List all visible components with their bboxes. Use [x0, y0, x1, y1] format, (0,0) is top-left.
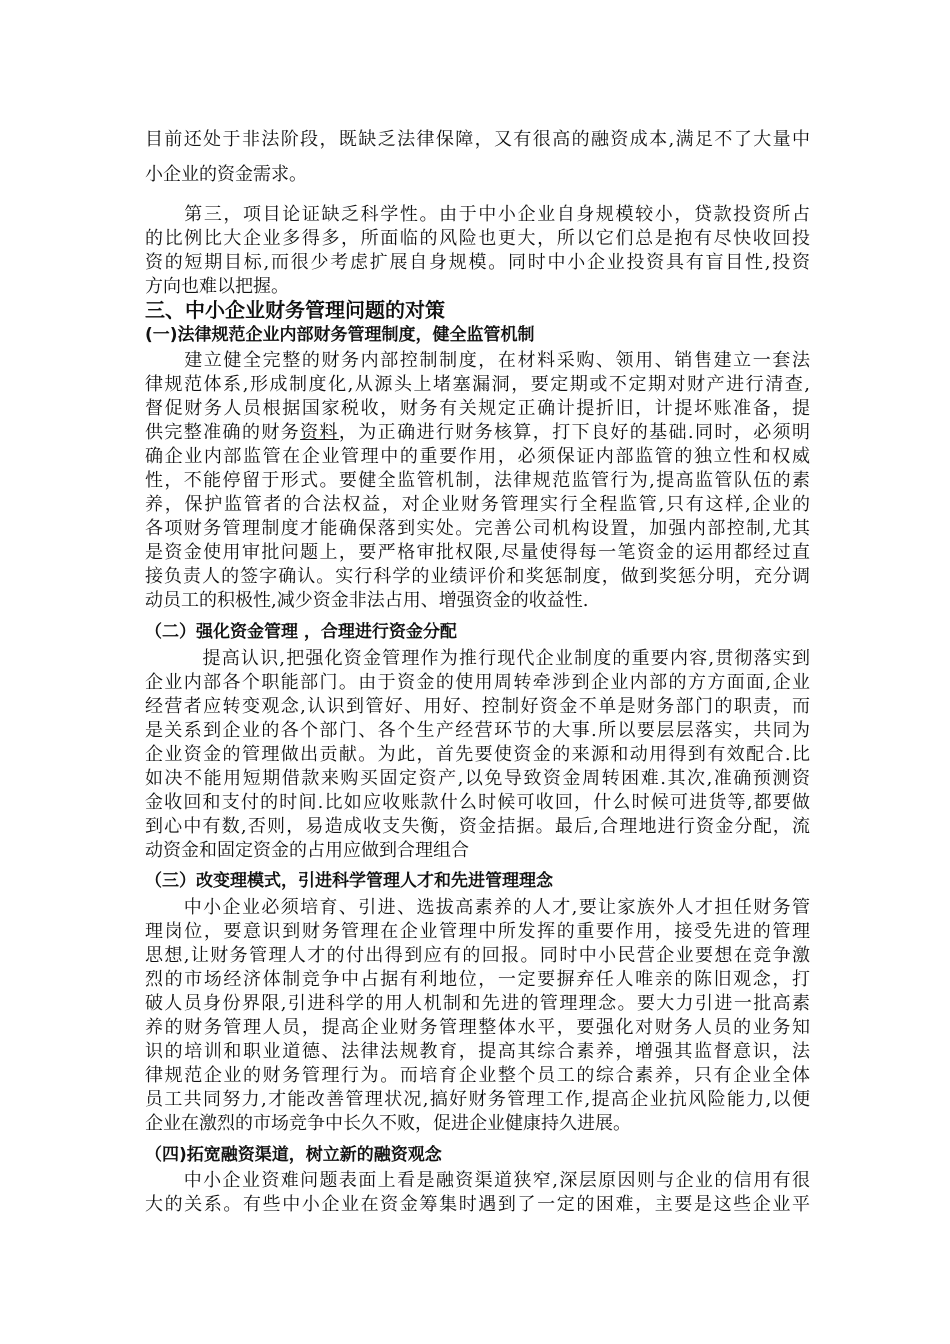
- body-line: 如决不能用短期借款来购买固定资产,以免导致资金周转困难.其次,准确预测资: [145, 768, 810, 789]
- subsection-heading: （三）改变理模式，引进科学管理人才和先进管理理念: [145, 871, 553, 891]
- body-line: 企业内部各个职能部门。由于资金的使用周转牵涉到企业内部的方方面面,企业: [145, 672, 810, 693]
- body-line: 性，不能停留于形式。要健全监管机制，法律规范监管行为,提高监管队伍的素: [145, 470, 810, 491]
- body-line: 中小企业必须培育、引进、选拔高素养的人才,要让家族外人才担任财务管: [145, 897, 810, 918]
- body-text: ，为正确进行财务核算，打下良好的基础.同时，必须明: [338, 422, 810, 443]
- body-line: 养，保护监管者的合法权益，对企业财务管理实行全程监管,只有这样,企业的: [145, 494, 810, 515]
- body-line: 识的培训和职业道德、法律法规教育，提高其综合素养，增强其监督意识，法: [145, 1041, 810, 1062]
- body-line: 动资金和固定资金的占用应做到合理组合: [145, 840, 469, 861]
- body-line: 企业在激烈的市场竞争中长久不败，促进企业健康持久进展。: [145, 1113, 631, 1134]
- body-line: 律规范企业的财务管理行为。而培育企业整个员工的综合素养，只有企业全体: [145, 1065, 810, 1086]
- body-line: 是关系到企业的各个部门、各个生产经营环节的大事.所以要层层落实，共同为: [145, 720, 810, 741]
- body-line: 大的关系。有些中小企业在资金筹集时遇到了一定的困难，主要是这些企业平: [145, 1194, 810, 1215]
- body-line: 接负责人的签字确认。实行科学的业绩评价和奖惩制度，做到奖惩分明，充分调: [145, 566, 810, 587]
- body-line: 目前还处于非法阶段，既缺乏法律保障，又有很高的融资成本,满足不了大量中: [145, 129, 810, 150]
- body-line: 金收回和支付的时间.比如应收账款什么时候可收回，什么时候可进货等,都要做: [145, 792, 810, 813]
- section-heading: 三、中小企业财务管理问题的对策: [145, 298, 445, 322]
- body-line: 的比例比大企业多得多，所面临的风险也更大，所以它们总是抱有尽快收回投: [145, 228, 810, 249]
- body-line: 企业资金的管理做出贡献。为此，首先要使资金的来源和动用得到有效配合.比: [145, 744, 810, 765]
- subsection-heading: （四)拓宽融资渠道，树立新的融资观念: [145, 1145, 442, 1165]
- body-line: 提高认识,把强化资金管理作为推行现代企业制度的重要内容,贯彻落实到: [145, 648, 810, 669]
- body-line: 资的短期目标,而很少考虑扩展自身规模。同时中小企业投资具有盲目性,投资: [145, 252, 810, 273]
- subsection-heading: （二）强化资金管理 ，合理进行资金分配: [145, 622, 457, 642]
- body-line: 是资金使用审批问题上，要严格审批权限,尽量使得每一笔资金的运用都经过直: [145, 542, 810, 563]
- body-line: 律规范体系,形成制度化,从源头上堵塞漏洞，要定期或不定期对财产进行清查,: [145, 374, 810, 395]
- body-line: 到心中有数,否则，易造成收支失衡，资金拮据。最后,合理地进行资金分配，流: [145, 816, 810, 837]
- body-line: 破人员身份界限,引进科学的用人机制和先进的管理理念。要大力引进一批高素: [145, 993, 810, 1014]
- body-line: 经营者应转变观念,认识到管好、用好、控制好资金不单是财务部门的职责，而: [145, 696, 810, 717]
- body-line: 各项财务管理制度才能确保落到实处。完善公司机构设置，加强内部控制,尤其: [145, 518, 810, 539]
- body-line: 理岗位，要意识到财务管理在企业管理中所发挥的重要作用，接受先进的管理: [145, 921, 810, 942]
- body-text: 供完整准确的财务: [145, 422, 301, 443]
- body-line: 确企业内部监管在企业管理中的重要作用，必须保证内部监管的独立性和权威: [145, 446, 810, 467]
- body-line: 方向也难以把握。: [145, 276, 289, 297]
- subsection-heading: (一)法律规范企业内部财务管理制度，健全监管机制: [145, 325, 535, 345]
- body-line: 督促财务人员根据国家税收，财务有关规定正确计提折旧，计提坏账准备，提: [145, 398, 810, 419]
- body-line: 动员工的积极性,减少资金非法占用、增强资金的收益性.: [145, 590, 589, 611]
- body-line: 小企业的资金需求。: [145, 164, 307, 185]
- body-line: 建立健全完整的财务内部控制制度，在材料采购、领用、销售建立一套法: [145, 350, 810, 371]
- body-line: 中小企业资难问题表面上看是融资渠道狭窄,深层原因则与企业的信用有很: [145, 1170, 810, 1191]
- body-line: 第三，项目论证缺乏科学性。由于中小企业自身规模较小，贷款投资所占: [145, 204, 810, 225]
- resource-link[interactable]: 资料: [300, 422, 339, 443]
- body-line-with-link: [145, 421, 810, 445]
- body-line: 烈的市场经济体制竞争中占据有利地位，一定要摒弃任人唯亲的陈旧观念，打: [145, 969, 810, 990]
- body-line: 养的财务管理人员，提高企业财务管理整体水平，要强化对财务人员的业务知: [145, 1017, 810, 1038]
- body-line: 员工共同努力,才能改善管理状况,搞好财务管理工作,提高企业抗风险能力,以便: [145, 1089, 810, 1110]
- body-line: 思想,让财务管理人才的付出得到应有的回报。同时中小民营企业要想在竞争激: [145, 945, 810, 966]
